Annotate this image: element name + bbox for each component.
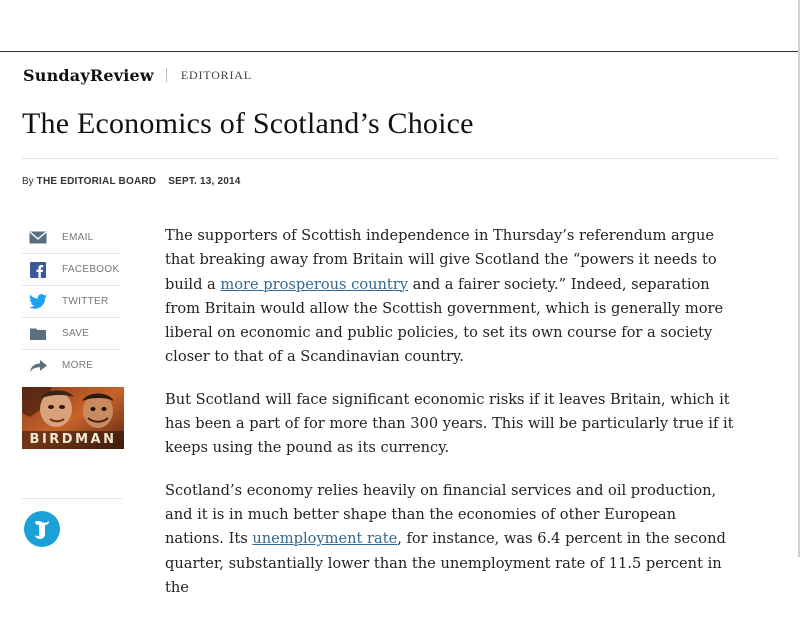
nyt-t-logo-icon[interactable] (24, 511, 60, 547)
sidebar-divider (22, 498, 122, 499)
share-toolbar (22, 222, 120, 381)
article-paragraph-2: But Scotland will face significant economic risks if it leaves Britain, which it has been a part of for more than 300 years. This will be particularly true if it keeps using the pound as its currency. (165, 390, 734, 457)
share-more-icon (28, 358, 48, 374)
share-label-email: EMAIL (62, 232, 94, 243)
share-label-twitter: TWITTER (62, 296, 109, 307)
save-folder-icon (28, 326, 48, 342)
share-label-save: SAVE (62, 328, 90, 339)
twitter-icon (28, 294, 48, 310)
article-paragraph-1 (165, 224, 735, 370)
share-more-button[interactable] (22, 350, 120, 381)
byline-author: THE EDITORIAL BOARD (36, 176, 157, 187)
article-body (165, 224, 735, 618)
birdman-ad-text: BIRDMAN (29, 432, 117, 447)
paragraph-text: The supporters of Scottish independence in Thursday’s referendum argue that breaking away from Britain will give Scotland the “powers it needs to build a (165, 227, 717, 293)
share-email-button[interactable] (22, 222, 120, 254)
share-twitter-button[interactable] (22, 286, 120, 318)
share-facebook-button[interactable] (22, 254, 120, 286)
article-paragraph-3 (165, 479, 735, 600)
byline-prefix: By (22, 176, 34, 187)
paragraph-text: , for instance, was 6.4 percent in the second quarter, substantially lower than the unemployment rate of 11.5 percent in the (165, 530, 726, 596)
share-label-more: MORE (62, 360, 94, 371)
facebook-icon (28, 262, 48, 278)
nyt-t-glyph-icon (31, 517, 53, 541)
kicker-separator (166, 68, 167, 82)
paragraph-text: Scotland’s economy relies heavily on financial services and oil production, and it is in much better shape than the economies of other European nations. Its (165, 481, 717, 548)
page-title: The Economics of Scotland’s Choice (22, 107, 474, 140)
email-icon (28, 230, 48, 246)
header-divider (22, 158, 778, 159)
birdman-ad[interactable] (22, 387, 124, 449)
byline (22, 176, 241, 187)
save-button[interactable] (22, 318, 120, 350)
sunday-review-logo[interactable]: SundayReview (23, 65, 154, 85)
section-label[interactable]: EDITORIAL (180, 67, 252, 82)
section-kicker (23, 64, 252, 86)
top-divider (0, 51, 800, 52)
paragraph-text: and a fairer society.” Indeed, separation from Britain would allow the Scottish government, which is generally more liberal on economic and public policies, to set its own course for a society closer to that of a Scandinavian country. (165, 275, 724, 366)
more-prosperous-country-link[interactable]: more prosperous country (220, 275, 408, 293)
unemployment-rate-link[interactable]: unemployment rate (252, 530, 398, 548)
share-label-facebook: FACEBOOK (62, 264, 120, 275)
publish-date: SEPT. 13, 2014 (168, 176, 241, 187)
